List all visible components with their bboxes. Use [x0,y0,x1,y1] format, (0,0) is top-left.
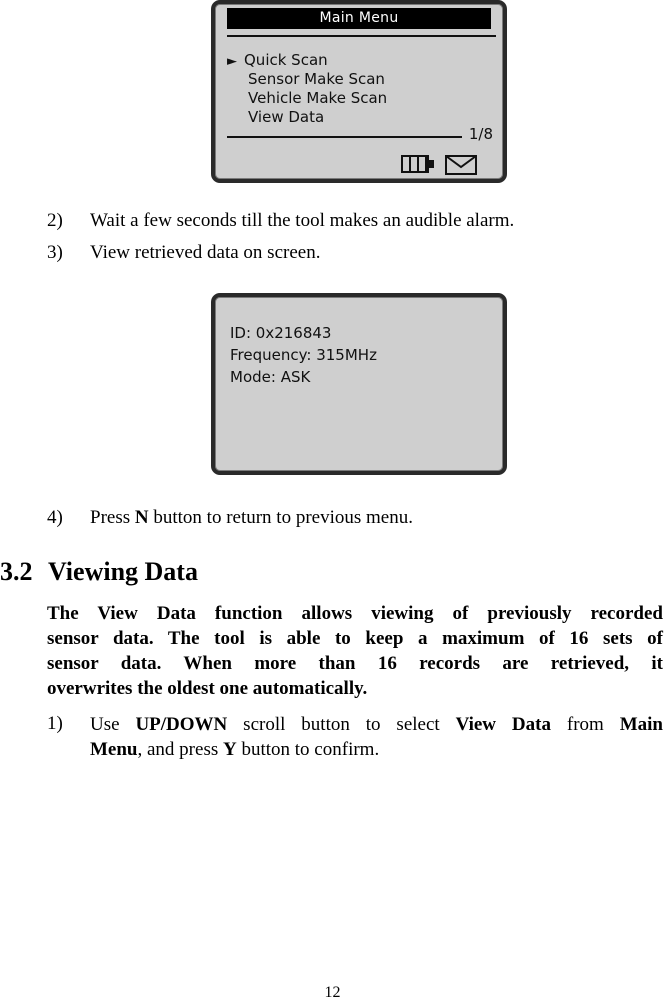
sensor-mode: Mode: ASK [230,368,311,386]
paragraph-line: overwrites the oldest one automatically. [47,678,368,699]
section-paragraph [47,601,663,701]
paragraph-line: The View Data function allows viewing of previously recorded [47,603,663,624]
page-indicator: 1/8 [468,125,493,143]
battery-icon [401,155,429,173]
mail-icon [445,155,477,175]
battery-tip [429,160,434,168]
section-title: Viewing Data [48,557,198,586]
page-number: 12 [324,984,341,1001]
selection-arrow-icon: ► [227,54,237,69]
section-number: 3.2 [0,557,33,586]
step-line: Menu, and press Y button to confirm. [90,739,380,760]
menu-item-vehicle-make-scan[interactable]: Vehicle Make Scan [248,89,388,107]
step-number: 3) [47,242,63,263]
divider [227,35,496,37]
step-text: Press N button to return to previous menu. [90,507,413,528]
step-text: Wait a few seconds till the tool makes an audible alarm. [90,210,515,231]
divider [227,136,462,138]
step-text [90,712,663,762]
menu-item-sensor-make-scan[interactable]: Sensor Make Scan [248,70,385,88]
step-line: Use UP/DOWN scroll button to select View Data from Main [90,714,663,735]
sensor-data-screen [211,293,507,475]
paragraph-line: sensor data. The tool is able to keep a maximum of 16 sets of [47,628,663,649]
step-number: 2) [47,210,63,231]
menu-title: Main Menu [227,8,491,29]
main-menu-screen [211,0,507,183]
sensor-id: ID: 0x216843 [230,324,332,342]
menu-item-quick-scan[interactable]: Quick Scan [244,51,328,69]
paragraph-line: sensor data. When more than 16 records are retrieved, it [47,653,663,674]
step-number: 4) [47,507,63,528]
step-text: View retrieved data on screen. [90,242,321,263]
step-number: 1) [47,713,63,734]
sensor-frequency: Frequency: 315MHz [230,346,377,364]
menu-item-view-data[interactable]: View Data [248,108,325,126]
